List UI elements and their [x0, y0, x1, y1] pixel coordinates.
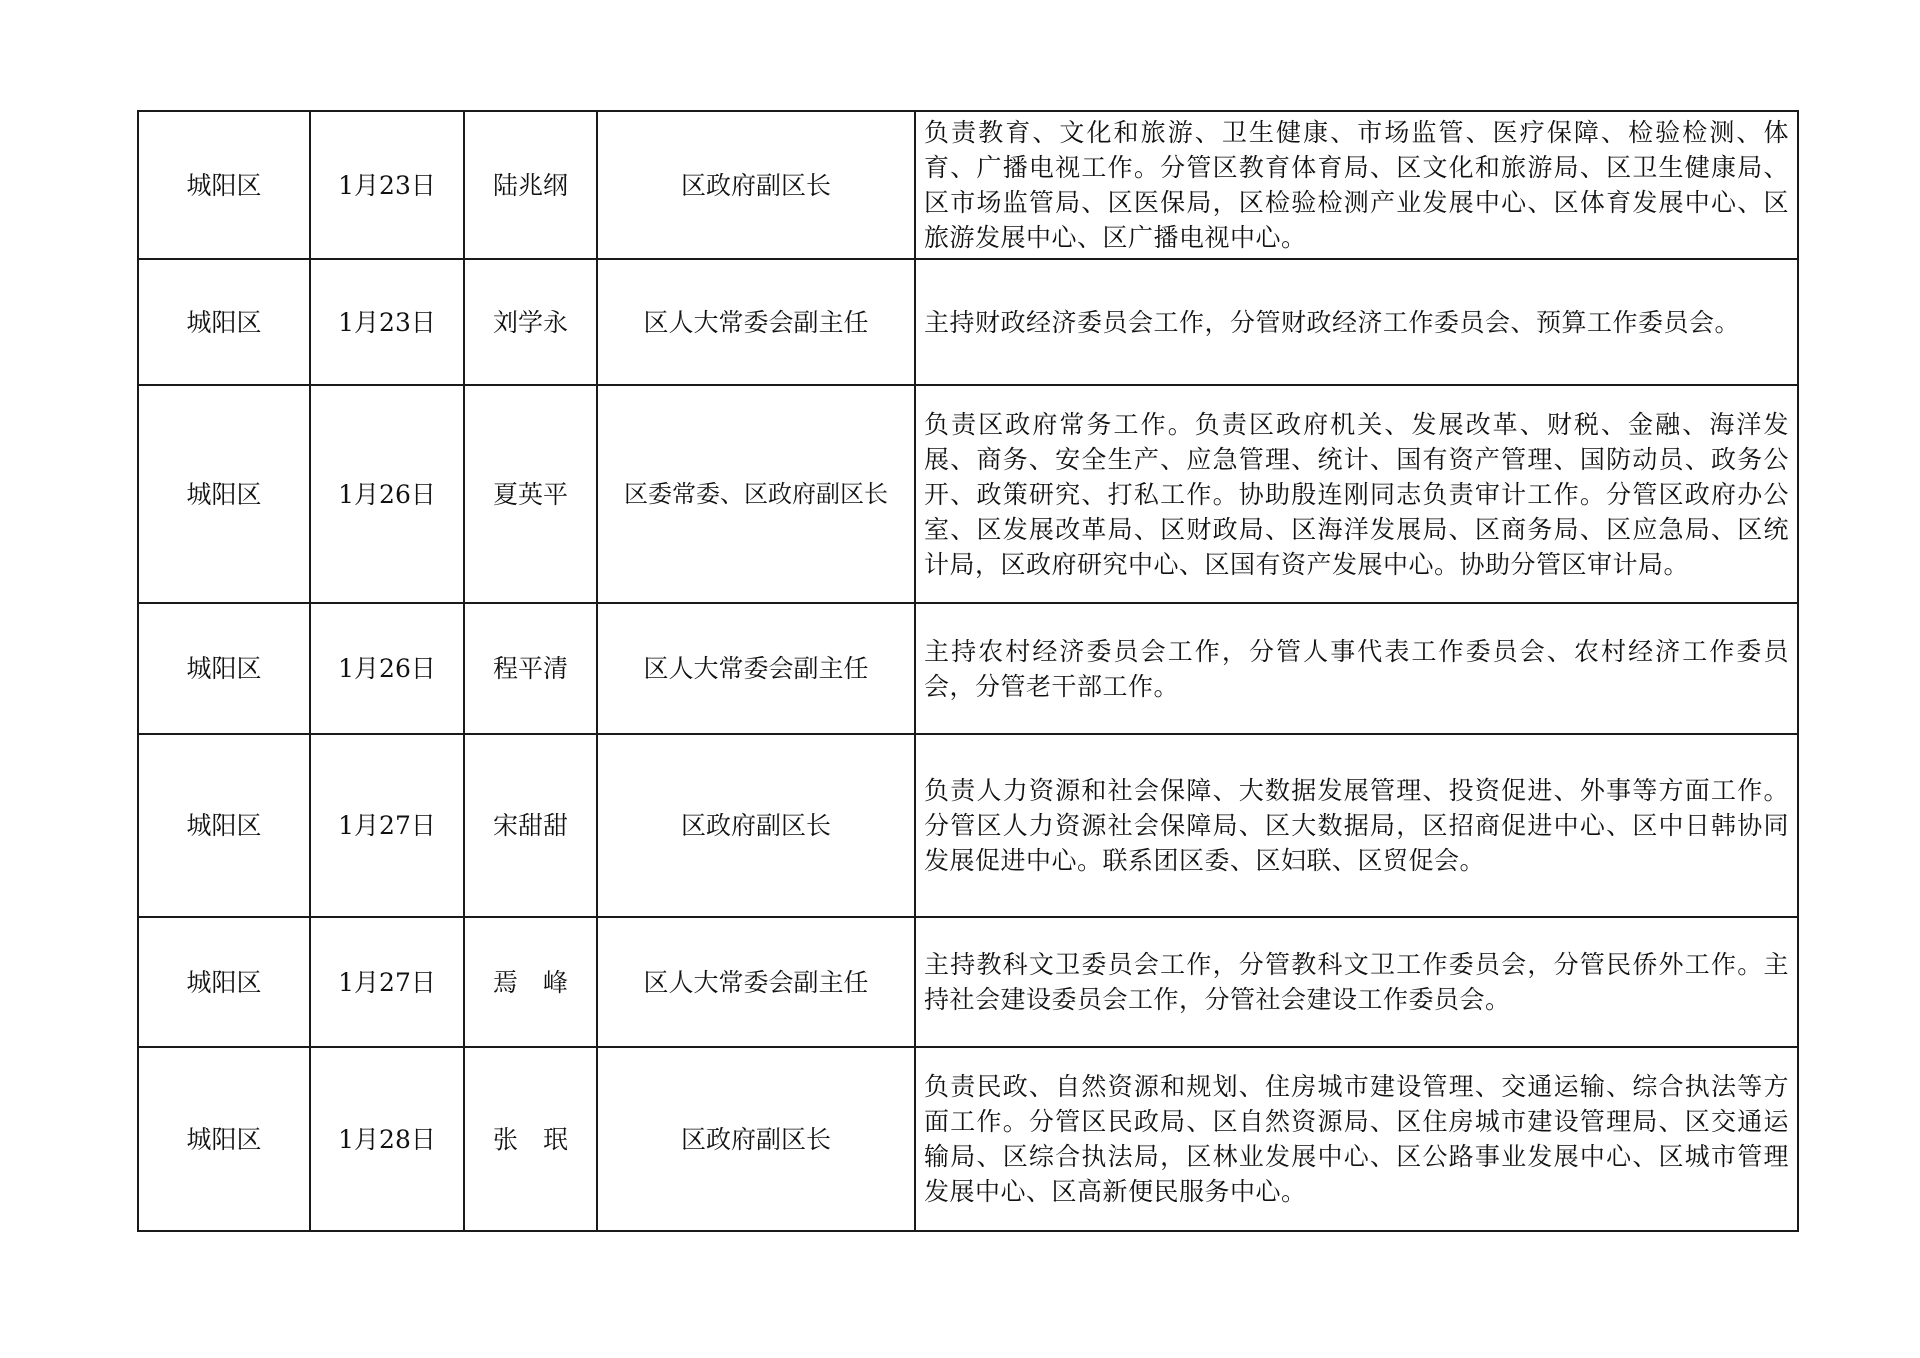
duties-cell: 负责区政府常务工作。负责区政府机关、发展改革、财税、金融、海洋发展、商务、安全生产、应急管理、统计、国有资产管理、国防动员、政务公开、政策研究、打私工作。协助殷连刚同志负责审计工作。分管区政府办公室、区发展改革局、区财政局、区海洋发展局、区商务局、区应急局、区统计局，区政府研究中心、区国有资产发展中心。协助分管区审计局。: [915, 385, 1798, 603]
name-cell: 陆兆纲: [464, 111, 597, 259]
date-cell: 1月27日: [310, 917, 464, 1047]
position-cell: 区人大常委会副主任: [597, 603, 915, 734]
date-cell: 1月26日: [310, 603, 464, 734]
name-cell: 焉 峰: [464, 917, 597, 1047]
name-cell: 程平清: [464, 603, 597, 734]
position-cell: 区政府副区长: [597, 111, 915, 259]
district-cell: 城阳区: [138, 603, 310, 734]
date-cell: 1月23日: [310, 259, 464, 385]
name-cell: 夏英平: [464, 385, 597, 603]
position-cell: 区委常委、区政府副区长: [597, 385, 915, 603]
position-cell: 区政府副区长: [597, 1047, 915, 1231]
date-cell: 1月26日: [310, 385, 464, 603]
table-row: [138, 259, 1798, 385]
district-cell: 城阳区: [138, 917, 310, 1047]
district-cell: 城阳区: [138, 1047, 310, 1231]
name-cell: 张 珉: [464, 1047, 597, 1231]
table-row: [138, 385, 1798, 603]
position-cell: 区政府副区长: [597, 734, 915, 917]
duties-cell: 主持教科文卫委员会工作，分管教科文卫工作委员会，分管民侨外工作。主持社会建设委员会工作，分管社会建设工作委员会。: [915, 917, 1798, 1047]
district-cell: 城阳区: [138, 385, 310, 603]
date-cell: 1月27日: [310, 734, 464, 917]
name-cell: 宋甜甜: [464, 734, 597, 917]
district-cell: 城阳区: [138, 734, 310, 917]
duties-cell: 负责民政、自然资源和规划、住房城市建设管理、交通运输、综合执法等方面工作。分管区民政局、区自然资源局、区住房城市建设管理局、区交通运输局、区综合执法局，区林业发展中心、区公路事业发展中心、区城市管理发展中心、区高新便民服务中心。: [915, 1047, 1798, 1231]
date-cell: 1月28日: [310, 1047, 464, 1231]
duties-cell: 负责教育、文化和旅游、卫生健康、市场监管、医疗保障、检验检测、体育、广播电视工作。分管区教育体育局、区文化和旅游局、区卫生健康局、区市场监管局、区医保局，区检验检测产业发展中心、区体育发展中心、区旅游发展中心、区广播电视中心。: [915, 111, 1798, 259]
date-cell: 1月23日: [310, 111, 464, 259]
district-cell: 城阳区: [138, 259, 310, 385]
table-row: [138, 111, 1798, 259]
table-row: [138, 1047, 1798, 1231]
duties-cell: 负责人力资源和社会保障、大数据发展管理、投资促进、外事等方面工作。分管区人力资源社会保障局、区大数据局，区招商促进中心、区中日韩协同发展促进中心。联系团区委、区妇联、区贸促会。: [915, 734, 1798, 917]
officials-table: [137, 110, 1799, 1232]
name-cell: 刘学永: [464, 259, 597, 385]
table-row: [138, 603, 1798, 734]
position-cell: 区人大常委会副主任: [597, 259, 915, 385]
table-row: [138, 734, 1798, 917]
position-cell: 区人大常委会副主任: [597, 917, 915, 1047]
district-cell: 城阳区: [138, 111, 310, 259]
duties-cell: 主持农村经济委员会工作，分管人事代表工作委员会、农村经济工作委员会，分管老干部工作。: [915, 603, 1798, 734]
table-row: [138, 917, 1798, 1047]
duties-cell: 主持财政经济委员会工作，分管财政经济工作委员会、预算工作委员会。: [915, 259, 1798, 385]
